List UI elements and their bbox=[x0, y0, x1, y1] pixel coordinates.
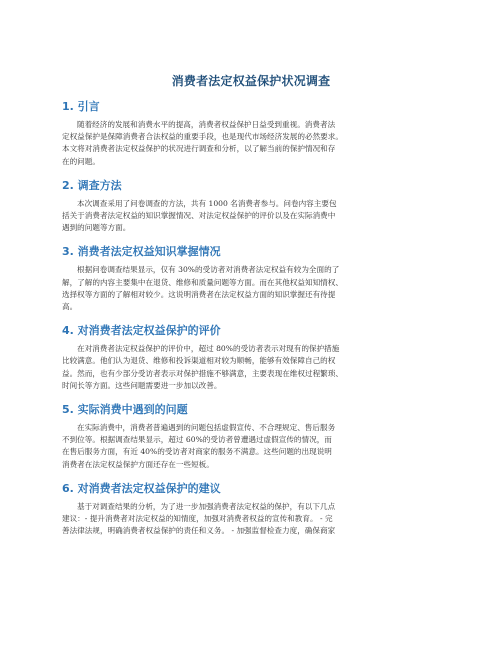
section-paragraph bbox=[62, 119, 440, 168]
paragraph-line: 建议：- 提升消费者对法定权益的知情度，加强对消费者权益的宣传和教育。 - 完 bbox=[62, 514, 333, 524]
paragraph-line: 定权益保护是保障消费者合法权益的重要手段，也是现代市场经济发展的必然要求。 bbox=[62, 132, 343, 142]
paragraph-line: 遇到的问题等方面。 bbox=[62, 223, 131, 233]
section-paragraph bbox=[62, 264, 440, 313]
section-paragraph bbox=[62, 422, 440, 471]
section-paragraph bbox=[62, 198, 440, 235]
section-heading: 2. 调查方法 bbox=[62, 178, 122, 192]
paragraph-line: 根据问卷调查结果显示，仅有 30%的受访者对消费者法定权益有较为全面的了 bbox=[77, 265, 340, 275]
section-paragraph bbox=[62, 501, 440, 538]
paragraph-line: 解，了解的内容主要集中在退货、维修和质量问题等方面。而在其他权益知知情权、 bbox=[62, 277, 343, 287]
paragraph-line: 基于对调查结果的分析，为了进一步加强消费者法定权益的保护，有以下几点 bbox=[77, 501, 336, 511]
section-heading: 4. 对消费者法定权益保护的评价 bbox=[62, 324, 221, 338]
section-heading: 6. 对消费者法定权益保护的建议 bbox=[62, 481, 221, 495]
paragraph-line: 在对消费者法定权益保护的评价中，超过 80%的受访者表示对现有的保护措施 bbox=[77, 344, 340, 354]
paragraph-line: 在售后服务方面，有近 40%的受访者对商家的服务不满意。这些问题的出现说明 bbox=[62, 447, 332, 457]
paragraph-line: 善法律法规，明确消费者权益保护的责任和义务。 - 加强监督检查力度，确保商家 bbox=[62, 526, 336, 536]
paragraph-line: 选择权等方面的了解相对较少。这说明消费者在法定权益方面的知识掌握还有待提 bbox=[62, 289, 336, 299]
paragraph-line: 不到位等。根据调查结果显示，超过 60%的受访者曾遭遇过虚假宣传的情况，而 bbox=[62, 435, 332, 445]
section-heading: 1. 引言 bbox=[62, 100, 100, 113]
section-heading: 3. 消费者法定权益知识掌握情况 bbox=[62, 245, 221, 259]
paragraph-line: 随着经济的发展和消费水平的提高，消费者权益保护日益受到重视。消费者法 bbox=[77, 120, 336, 129]
paragraph-line: 在实际消费中，消费者普遍遇到的问题包括虚假宣传、不合理规定、售后服务 bbox=[77, 423, 336, 433]
section-heading: 5. 实际消费中遇到的问题 bbox=[62, 403, 188, 417]
paragraph-line: 时间长等方面。这些问题需要进一步加以改善。 bbox=[62, 380, 222, 390]
paragraph-line: 消费者在法定权益保护方面还存在一些短板。 bbox=[62, 459, 214, 469]
paragraph-line: 本文将对消费者法定权益保护的状况进行调查和分析，以了解当前的保护情况和存 bbox=[62, 144, 336, 154]
paragraph-line: 比较满意。他们认为退货、维修和投诉渠道相对较为顺畅，能够有效保障自己的权 bbox=[62, 356, 336, 366]
sections-container bbox=[62, 98, 440, 537]
paragraph-line: 益。然而，也有少部分受访者表示对保护措施不够满意，主要表现在维权过程繁琐、 bbox=[62, 368, 343, 378]
paragraph-line: 在的问题。 bbox=[62, 156, 100, 166]
document-body bbox=[62, 72, 440, 537]
document-title: 消费者法定权益保护状况调查 bbox=[171, 74, 331, 88]
paragraph-line: 本次调查采用了问卷调查的方法，共有 1000 名消费者参与。问卷内容主要包 bbox=[77, 198, 337, 208]
section-paragraph bbox=[62, 343, 440, 392]
paragraph-line: 高。 bbox=[62, 302, 78, 312]
paragraph-line: 括关于消费者法定权益的知识掌握情况、对法定权益保护的评价以及在实际消费中 bbox=[62, 211, 336, 221]
